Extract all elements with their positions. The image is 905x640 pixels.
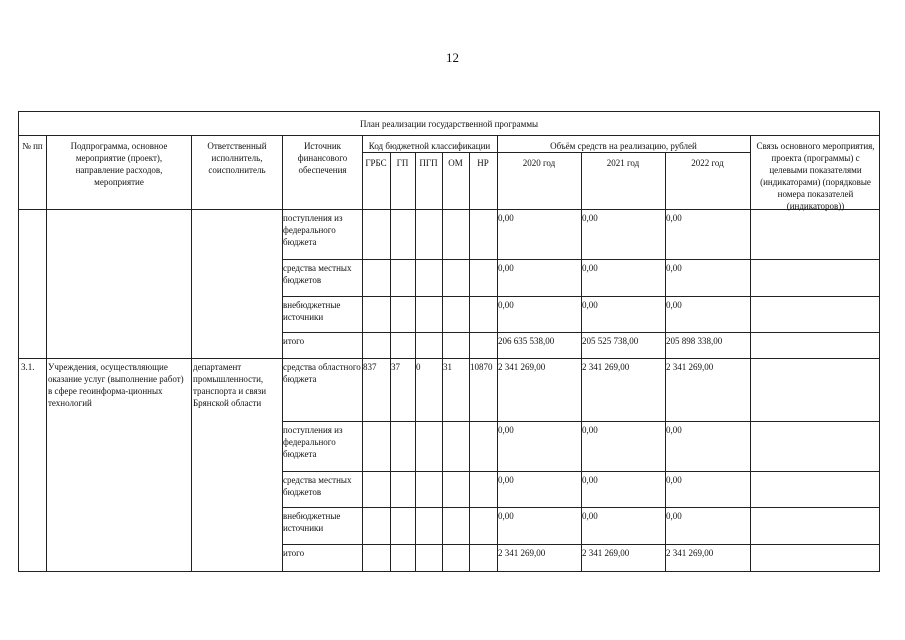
value-2020: 0,00: [498, 475, 514, 485]
header-2020: 2020 год: [522, 158, 556, 168]
row-number: 3.1.: [21, 362, 35, 372]
header-subrow-line: [362, 152, 750, 153]
value-2022: 2 341 269,00: [666, 548, 714, 558]
value-2022: 2 341 269,00: [666, 362, 714, 372]
source-cell: средства местных бюджетов: [283, 263, 352, 285]
value-2020: 2 341 269,00: [498, 362, 546, 372]
pgp-cell: 0: [416, 362, 421, 372]
value-2020: 206 635 538,00: [498, 336, 555, 346]
value-2022: 205 898 338,00: [666, 336, 723, 346]
header-np: НР: [477, 158, 489, 168]
header-budget-code: Код бюджетной классификации: [368, 141, 491, 151]
np-cell: 10870: [470, 362, 493, 372]
value-2021: 0,00: [582, 213, 598, 223]
grbs-cell: 837: [363, 362, 377, 372]
value-2021: 0,00: [582, 425, 598, 435]
value-2022: 0,00: [666, 300, 682, 310]
col-line: [282, 136, 283, 571]
source-cell: средства областного бюджета: [283, 362, 361, 384]
value-2022: 0,00: [666, 213, 682, 223]
header-2022: 2022 год: [691, 158, 724, 168]
table-title: План реализации государственной программы: [19, 112, 879, 136]
value-2022: 0,00: [666, 425, 682, 435]
header-responsible: Ответственный исполнитель, соисполнитель: [207, 141, 267, 175]
header-grbs: ГРБС: [365, 158, 387, 168]
value-2021: 0,00: [582, 300, 598, 310]
value-2022: 0,00: [666, 511, 682, 521]
page-number: 12: [446, 50, 459, 65]
value-2020: 0,00: [498, 511, 514, 521]
col-line: [362, 136, 363, 571]
value-2021: 205 525 738,00: [582, 336, 639, 346]
header-subprogram: Подпрограмма, основное мероприятие (проект), направление расходов, мероприятие: [70, 141, 168, 187]
header-volume: Объём средств на реализацию, рублей: [550, 141, 697, 151]
value-2021: 0,00: [582, 475, 598, 485]
source-cell: итого: [283, 336, 305, 346]
header-pgp: ПГП: [419, 158, 438, 168]
value-2020: 0,00: [498, 300, 514, 310]
value-2021: 2 341 269,00: [582, 362, 630, 372]
header-link: Связь основного мероприятия, проекта (программы) с целевыми показателями (индикаторами) (порядковые номера показателей (индикаторов)): [756, 141, 875, 211]
col-line: [46, 136, 47, 571]
source-cell: средства местных бюджетов: [283, 475, 352, 497]
gp-cell: 37: [391, 362, 400, 372]
header-om: ОМ: [448, 158, 463, 168]
responsible-cell: департамент промышленности, транспорта и связи Брянской области: [193, 362, 267, 408]
plan-table: [18, 111, 880, 572]
value-2021: 0,00: [582, 263, 598, 273]
value-2020: 0,00: [498, 213, 514, 223]
col-line: [750, 136, 751, 571]
value-2020: 0,00: [498, 425, 514, 435]
source-cell: поступления из федерального бюджета: [283, 425, 343, 459]
value-2020: 0,00: [498, 263, 514, 273]
om-cell: 31: [443, 362, 452, 372]
value-2021: 2 341 269,00: [582, 548, 630, 558]
header-num: № пп: [22, 141, 43, 151]
header-gp: ГП: [396, 158, 409, 168]
value-2022: 0,00: [666, 263, 682, 273]
source-cell: внебюджетные источники: [283, 300, 341, 322]
header-2021: 2021 год: [606, 158, 640, 168]
value-2020: 2 341 269,00: [498, 548, 546, 558]
col-line: [191, 136, 192, 571]
col-line: [497, 136, 498, 571]
value-2022: 0,00: [666, 475, 682, 485]
header-source: Источник финансового обеспечения: [297, 141, 348, 175]
source-cell: внебюджетные источники: [283, 511, 341, 533]
source-cell: итого: [283, 548, 305, 558]
value-2021: 0,00: [582, 511, 598, 521]
subprogram-cell: Учреждения, осуществляющие оказание услуг (выполнение работ) в сфере геоинформа-ционных технологий: [48, 362, 184, 408]
source-cell: поступления из федерального бюджета: [283, 213, 343, 247]
